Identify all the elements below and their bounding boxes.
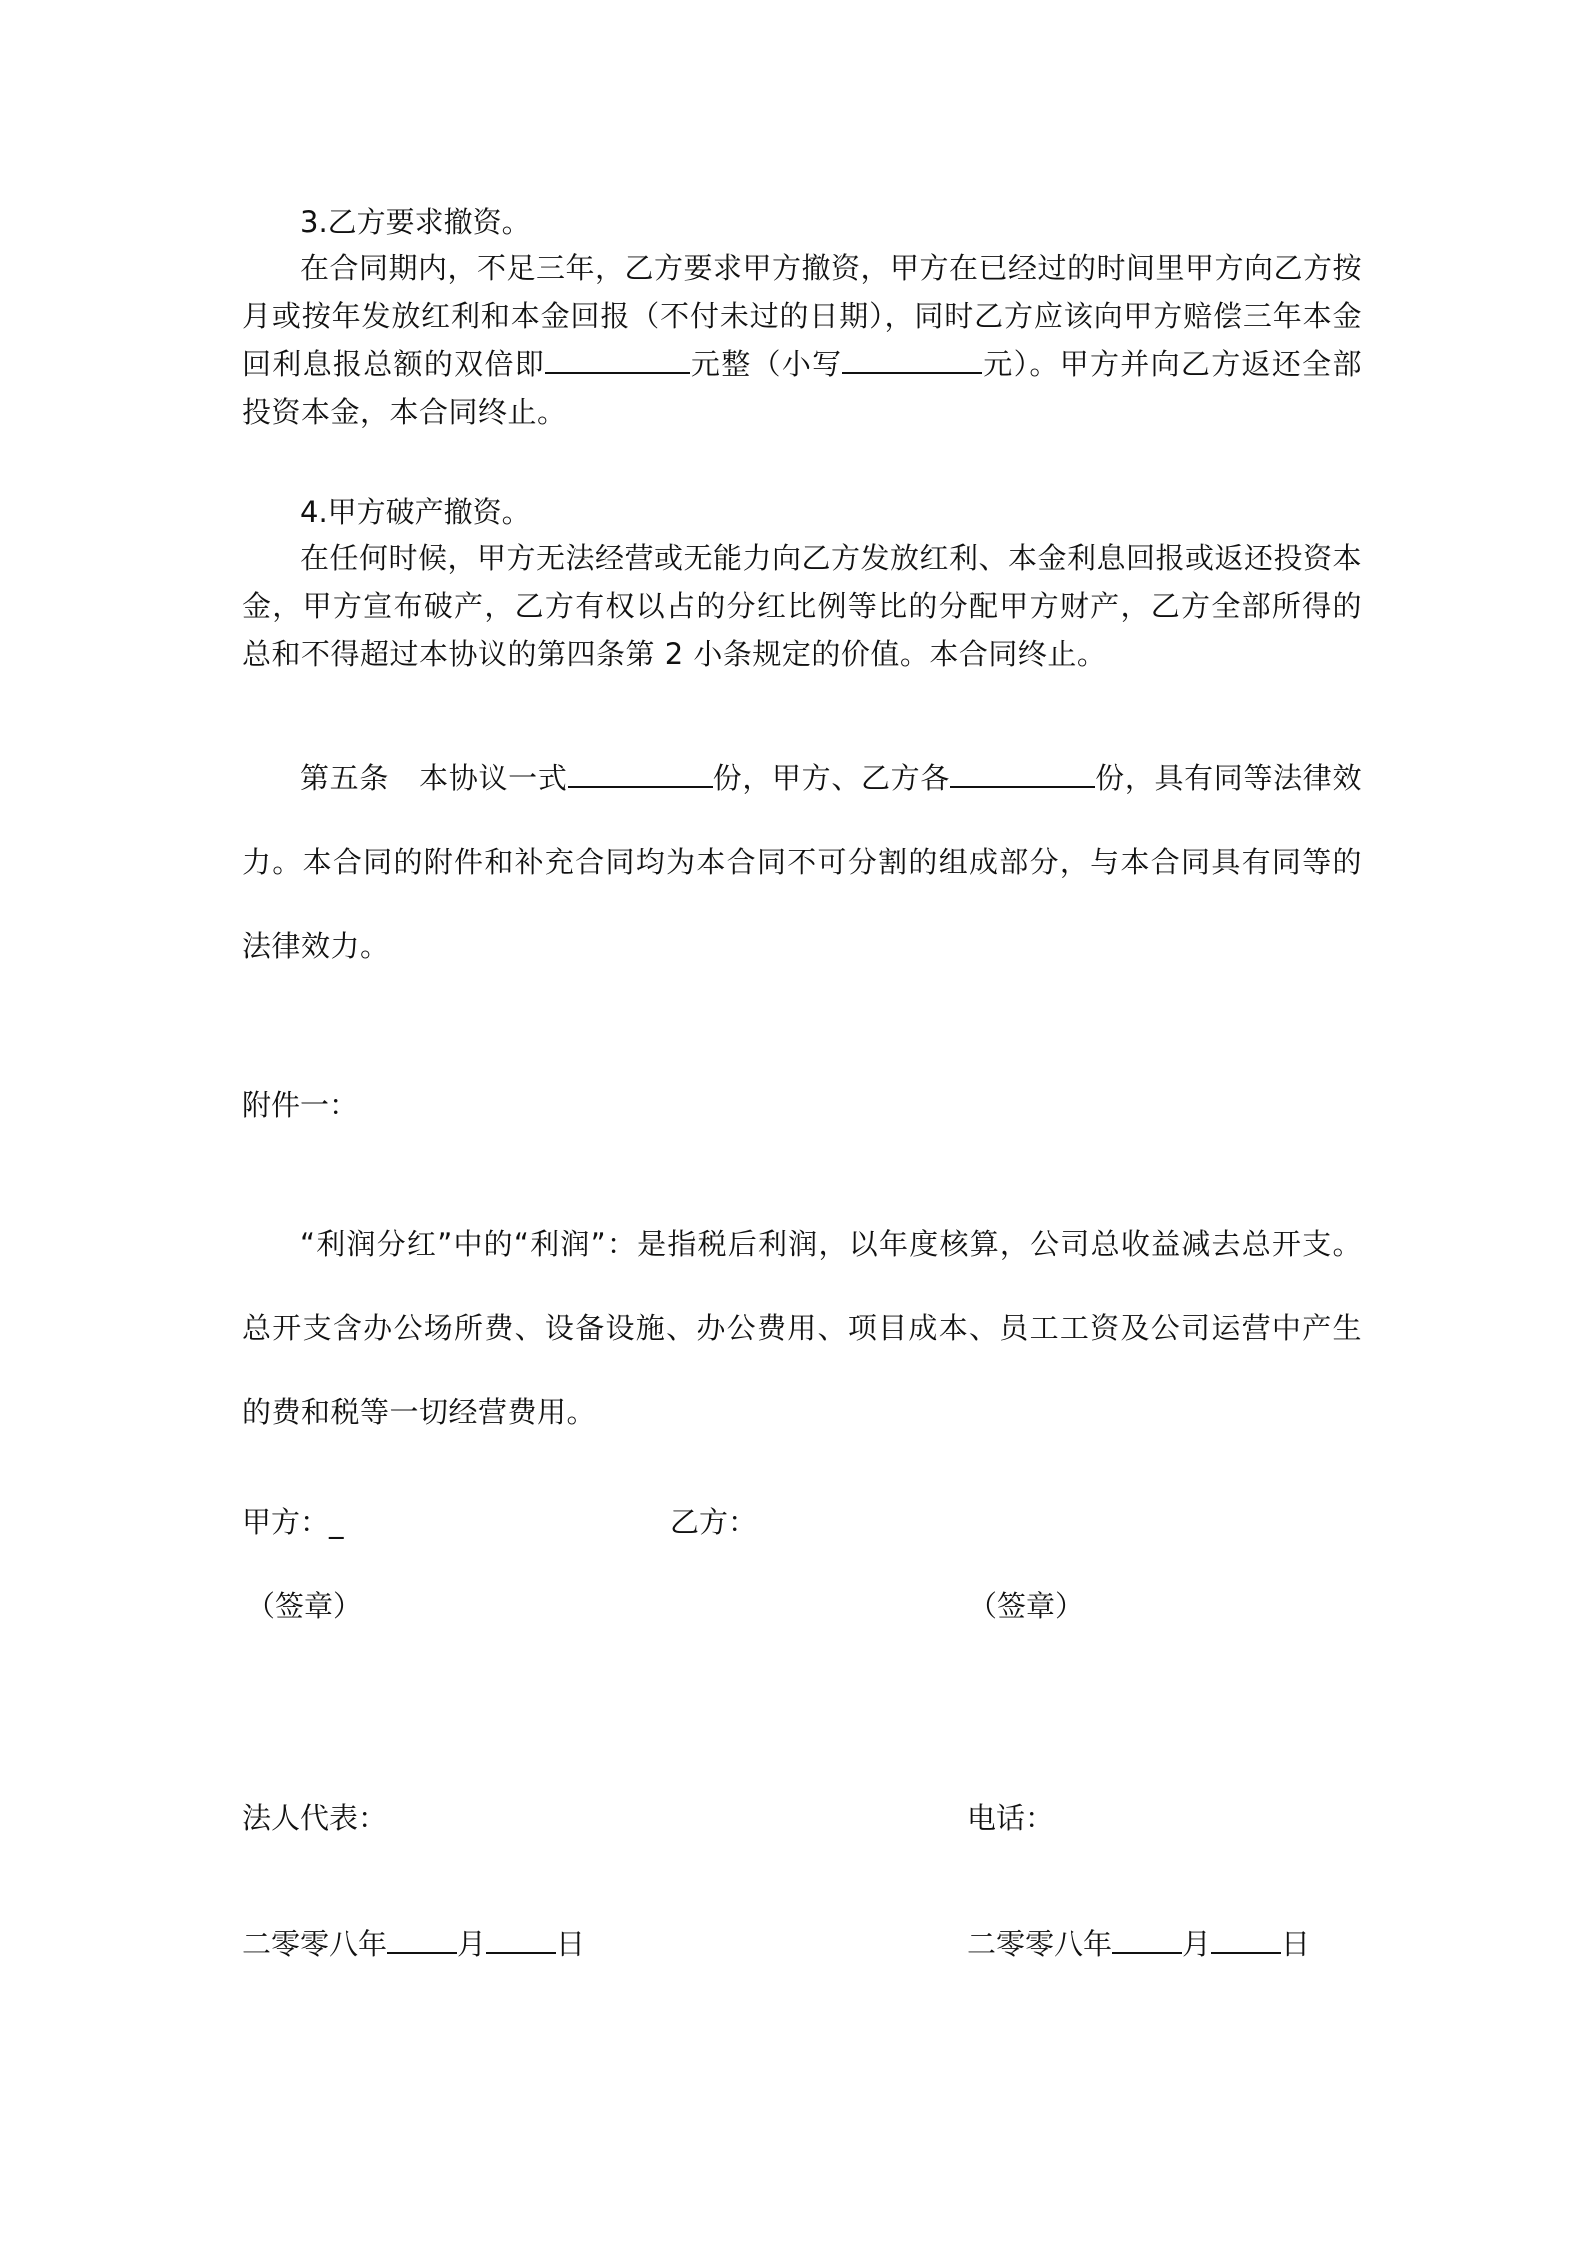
seal-left: （签章） [246,1589,363,1623]
clause4-heading: 4.甲方破产撤资。 [300,495,531,529]
article5-label: 第五条 [300,761,389,795]
date-right-day-blank[interactable] [1211,1922,1281,1954]
clause3-body-a: 在合同期内，不足三年，乙方要求甲方撤资，甲方在已经过的时间里甲方向乙方按月或按年发放红利和本金回报（不付未过的日期），同时乙方应该向甲方赔偿三年本金回利息报总额的双倍即 [242,251,1363,381]
article5-text-c: 份，具有同等法律效力。本合同的附件和补充合同均为本合同不可分割的组成部分，与本合同具有同等的法律效力。 [242,761,1362,963]
date-right [967,1922,1310,1963]
party-b-label: 乙方： [670,1505,758,1539]
date-left-day: 日 [556,1927,586,1961]
clause3-body-b: 元整（小写 [690,347,843,381]
article5-text-b: 份，甲方、乙方各 [712,761,950,795]
amount-lowercase-blank[interactable] [842,342,982,374]
date-left-month: 月 [457,1927,487,1961]
annex-body: “利润分红”中的“利润”：是指税后利润，以年度核算，公司总收益减去总开支。总开支含办公场所费、设备设施、办公费用、项目成本、员工工资及公司运营中产生的费和税等一切经营费用。 [242,1227,1362,1429]
date-right-month-blank[interactable] [1112,1922,1182,1954]
clause4-body: 在任何时候，甲方无法经营或无能力向乙方发放红利、本金利息回报或返还投资本金，甲方宣布破产，乙方有权以占的分红比例等比的分配甲方财产，乙方全部所得的总和不得超过本协议的第四条第 2 小条规定的价值。本合同终止。 [242,541,1363,671]
legal-rep-label: 法人代表： [242,1801,388,1835]
date-left [242,1922,585,1963]
clause3-body [242,244,1362,436]
phone-label: 电话： [967,1801,1055,1835]
party-a-blank[interactable]: _ [329,1505,344,1539]
date-right-day: 日 [1281,1927,1311,1961]
copies-total-blank[interactable] [568,756,713,788]
copies-each-blank[interactable] [950,756,1095,788]
date-right-month: 月 [1182,1927,1212,1961]
amount-blank[interactable] [545,342,690,374]
clause3-body-c: 元）。甲方并向乙方返还全部投资本金，本合同终止。 [242,347,1362,429]
annex-title: 附件一： [242,1088,359,1122]
article5-text-a: 本协议一式 [419,761,568,795]
date-left-month-blank[interactable] [387,1922,457,1954]
clause3-heading: 3.乙方要求撤资。 [300,205,531,239]
seal-right: （签章） [968,1589,1085,1623]
party-a-label [242,1500,344,1541]
article5 [242,736,1362,988]
date-left-prefix: 二零零八年 [242,1927,388,1961]
date-right-prefix: 二零零八年 [967,1927,1113,1961]
party-a-text: 甲方： [242,1505,330,1539]
date-left-day-blank[interactable] [486,1922,556,1954]
